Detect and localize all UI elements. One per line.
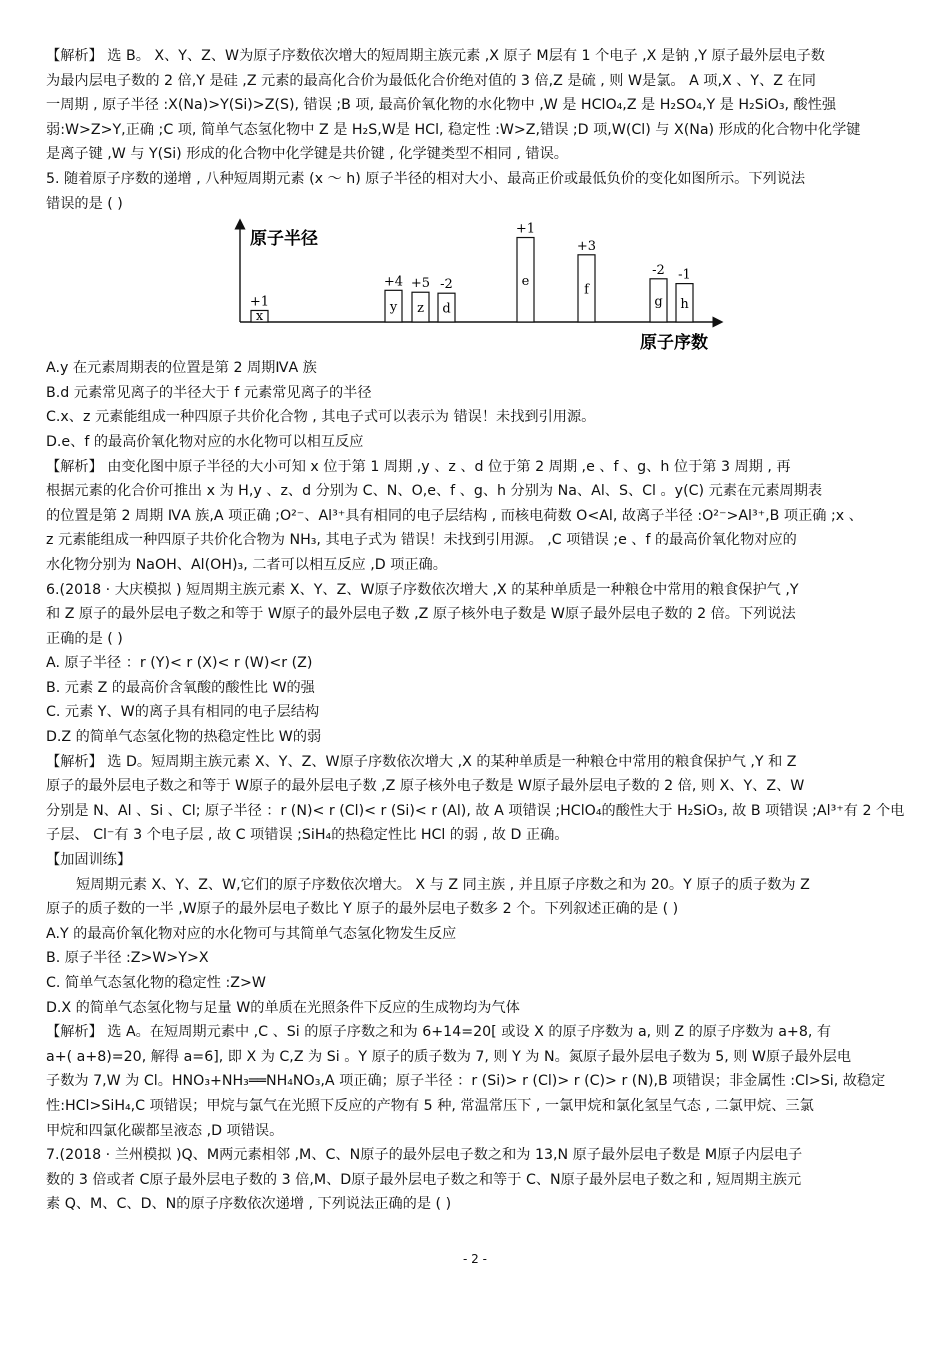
valence-label-z: +5 <box>410 276 431 292</box>
document-page <box>46 44 912 1217</box>
text-line: 子数为 7,W 为 Cl。HNO₃+NH₃══NH₄NO₃,A 项正确；原子半径 ：r (Si)> r (Cl)> r (C)> r (N),B 项错误；非金属性 :Cl>Si, 故稳定 <box>46 1073 886 1090</box>
valence-label-d: -2 <box>440 277 453 293</box>
bar-label-f: f <box>584 282 589 298</box>
section-heading: 【加固训练】 <box>46 852 132 869</box>
text-line: 根据元素的化合价可推出 x 为 H,y 、z、d 分别为 C、N、O,e、f 、g、h 分别为 Na、Al、S、Cl 。y(C) 元素在元素周期表 <box>46 483 823 500</box>
text-line: 【解析】 选 A。在短周期元素中 ,C 、Si 的原子序数之和为 6+14=20[ 或设 X 的原子序数为 a, 则 Z 的原子序数为 a+8, 有 <box>46 1024 832 1041</box>
bar-label-d: d <box>442 301 451 317</box>
text-line: 性:HCl>SiH₄,C 项错误；甲烷与氯气在光照下反应的产物有 5 种, 常温常压下 , 一氯甲烷和氯化氢呈气态 , 二氯甲烷、三氯 <box>46 1097 814 1114</box>
x-axis-label: 原子序数 <box>640 333 708 353</box>
atomic-radius-chart <box>46 218 912 352</box>
text-line: z 元素能组成一种四原子共价化合物为 NH₃, 其电子式为 错误！未找到引用源。 ,C 项错误 ;e 、f 的最高价氧化物对应的 <box>46 532 797 549</box>
text-line: 正确的是 ( ) <box>46 630 123 647</box>
valence-label-f: +3 <box>576 238 597 254</box>
bar-label-h: h <box>680 296 689 312</box>
text-line: 子层、 Cl⁻有 3 个电子层 , 故 C 项错误 ;SiH₄的热稳定性比 HCl 的弱 , 故 D 正确。 <box>46 827 569 844</box>
text-line: 分别是 N、Al 、Si 、Cl; 原子半径 ：r (N)< r (Cl)< r (Si)< r (Al), 故 A 项错误 ;HClO₄的酸性大于 H₂SiO₃, 故 B 项错误 ;Al³⁺有 2 个电 <box>46 802 905 819</box>
option-c: C. 简单气态氢化物的稳定性 :Z>W <box>46 975 266 991</box>
valence-label-h: -1 <box>678 267 691 283</box>
text-line: 【解析】 选 D。短周期主族元素 X、Y、Z、W原子序数依次增大 ,X 的某种单质是一种粮仓中常用的粮食保护气 ,Y 和 Z <box>46 753 797 770</box>
valence-label-e: +1 <box>515 221 536 237</box>
option-a: A.Y 的最高价氧化物对应的水化物可与其简单气态氢化物发生反应 <box>46 925 457 942</box>
option-d: D.e、f 的最高价氧化物对应的水化物可以相互反应 <box>46 433 364 450</box>
text-line: 甲烷和四氯化碳都呈液态 ,D 项错误。 <box>46 1122 284 1139</box>
text-line: 一周期 , 原子半径 :X(Na)>Y(Si)>Z(S), 错误 ;B 项, 最高价氧化物的水化物中 ,W 是 HClO₄,Z 是 H₂SO₄,Y 是 H₂SiO₃, 酸性强 <box>46 97 837 114</box>
option-a: A. 原子半径 ：r (Y)< r (X)< r (W)<r (Z) <box>46 655 313 672</box>
valence-label-y: +4 <box>383 274 404 290</box>
text-line: 素 Q、M、C、D、N的原子序数依次递增 , 下列说法正确的是 ( ) <box>46 1196 452 1213</box>
text-block-after-chart <box>46 356 912 1217</box>
text-line: 【解析】 选 B。 X、Y、Z、W为原子序数依次增大的短周期主族元素 ,X 原子 M层有 1 个电子 ,X 是钠 ,Y 原子最外层电子数 <box>46 48 825 64</box>
bar-label-y: y <box>389 300 398 316</box>
text-line: 数的 3 倍或者 C原子最外层电子数的 3 倍,M、D原子最外层电子数之和等于 C、N原子最外层电子数之和 , 短周期主族元 <box>46 1171 802 1188</box>
option-a: A.y 在元素周期表的位置是第 2 周期ⅣA 族 <box>46 360 317 377</box>
option-d: D.X 的简单气态氢化物与足量 W的单质在光照条件下反应的生成物均为气体 <box>46 999 520 1016</box>
text-line: 原子的最外层电子数之和等于 W原子的最外层电子数 ,Z 原子核外电子数是 W原子最外层电子数的 2 倍, 则 X、Y、Z、W <box>46 778 805 795</box>
text-line: 弱:W>Z>Y,正确 ;C 项, 简单气态氢化物中 Z 是 H₂S,W是 HCl, 稳定性 :W>Z,错误 ;D 项,W(Cl) 与 X(Na) 形成的化合物中化学键 <box>46 121 861 138</box>
text-line: 错误的是 ( ) <box>46 195 123 212</box>
question-6-stem: 6.(2018 · 大庆模拟 ) 短周期主族元素 X、Y、Z、W原子序数依次增大 ,X 的某种单质是一种粮仓中常用的粮食保护气 ,Y <box>46 581 799 598</box>
text-line: a+( a+8)=20, 解得 a=6], 即 X 为 C,Z 为 Si 。Y 原子的质子数为 7, 则 Y 为 N。氮原子最外层电子数为 5, 则 W原子最外层电 <box>46 1048 852 1065</box>
option-b: B. 原子半径 :Z>W>Y>X <box>46 950 209 967</box>
practice-stem: 短周期元素 X、Y、Z、W,它们的原子序数依次增大。 X 与 Z 同主族 , 并且原子序数之和为 20。Y 原子的质子数为 Z <box>76 876 810 893</box>
bar-label-g: g <box>654 294 663 310</box>
text-line: 水化物分别为 NaOH、Al(OH)₃, 二者可以相互反应 ,D 项正确。 <box>46 556 447 573</box>
text-block-before-chart <box>46 44 912 216</box>
option-d: D.Z 的简单气态氢化物的热稳定性比 W的弱 <box>46 729 322 746</box>
valence-label-g: -2 <box>652 262 665 278</box>
page-number: - 2 - <box>463 1252 487 1266</box>
question-7-stem: 7.(2018 · 兰州模拟 )Q、M两元素相邻 ,M、C、N原子的最外层电子数之和为 13,N 原子最外层电子数是 M原子内层电子 <box>46 1147 803 1164</box>
text-line: 为最内层电子数的 2 倍,Y 是硅 ,Z 元素的最高化合价为最低化合价绝对值的 3 倍,Z 是硫 , 则 W是氯。 A 项,X 、Y、Z 在同 <box>46 72 816 89</box>
text-line: 和 Z 原子的最外层电子数之和等于 W原子的最外层电子数 ,Z 原子核外电子数是 W原子最外层电子数的 2 倍。下列说法 <box>46 606 796 623</box>
bar-label-e: e <box>521 273 530 289</box>
text-line: 的位置是第 2 周期 ⅣA 族,A 项正确 ;O²⁻、Al³⁺具有相同的电子层结构 , 而核电荷数 O<Al, 故离子半径 :O²⁻>Al³⁺,B 项正确 ;x 、 <box>46 507 863 524</box>
text-line: 原子的质子数的一半 ,W原子的最外层电子数比 Y 原子的最外层电子数多 2 个。下列叙述正确的是 ( ) <box>46 901 679 918</box>
valence-label-x: +1 <box>249 294 270 310</box>
chart-svg <box>46 218 912 352</box>
y-axis-label: 原子半径 <box>250 229 318 250</box>
bar-label-x: x <box>255 309 264 325</box>
question-5-stem: 5. 随着原子序数的递增 , 八种短周期元素 (x ～ h) 原子半径的相对大小、最高正价或最低负价的变化如图所示。下列说法 <box>46 170 806 187</box>
bar-label-z: z <box>417 301 424 317</box>
text-line: 是离子键 ,W 与 Y(Si) 形成的化合物中化学键是共价键 , 化学键类型不相同 , 错误。 <box>46 146 568 163</box>
option-c: C. 元素 Y、W的离子具有相同的电子层结构 <box>46 704 320 721</box>
text-line: 【解析】 由变化图中原子半径的大小可知 x 位于第 1 周期 ,y 、z 、d 位于第 2 周期 ,e 、f 、g、h 位于第 3 周期 , 再 <box>46 458 791 475</box>
option-c: C.x、z 元素能组成一种四原子共价化合物 , 其电子式可以表示为 错误！未找到引用源。 <box>46 409 596 426</box>
option-b: B.d 元素常见离子的半径大于 f 元素常见离子的半径 <box>46 384 372 401</box>
option-b: B. 元素 Z 的最高价含氧酸的酸性比 W的强 <box>46 679 315 696</box>
